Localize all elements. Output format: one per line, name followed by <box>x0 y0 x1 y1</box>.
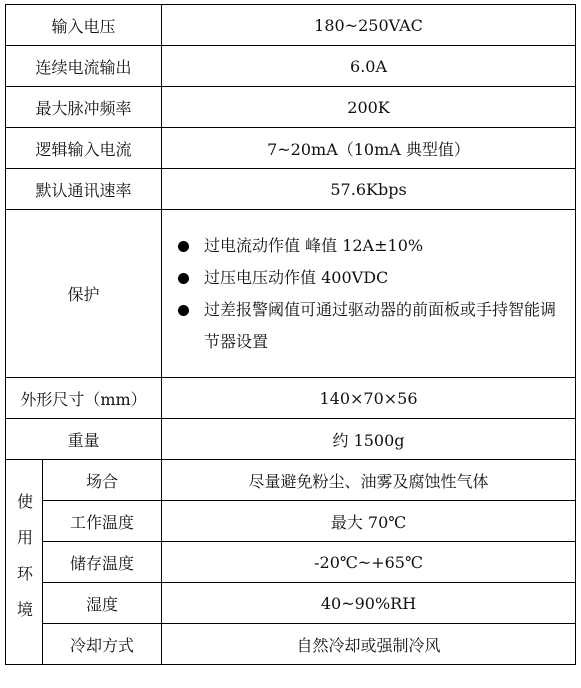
table-row <box>6 419 576 460</box>
table-row <box>6 378 576 419</box>
table-row <box>6 5 576 46</box>
list-item <box>176 294 567 358</box>
row-label: 湿度 <box>43 583 162 624</box>
row-label: 重量 <box>6 419 162 460</box>
row-value: 尽量避免粉尘、油雾及腐蚀性气体 <box>162 460 576 501</box>
bullet-icon <box>178 273 189 284</box>
spec-table <box>5 4 576 665</box>
table-row <box>6 46 576 87</box>
protection-item-text: 过电流动作值 峰值 12A±10% <box>204 235 424 255</box>
row-value: 57.6Kbps <box>162 169 576 210</box>
row-value: -20℃~+65℃ <box>162 542 576 583</box>
table-row <box>6 87 576 128</box>
row-label: 外形尺寸（mm） <box>6 378 162 419</box>
row-label: 场合 <box>43 460 162 501</box>
row-label: 最大脉冲频率 <box>6 87 162 128</box>
list-item <box>176 230 567 262</box>
table-row <box>6 169 576 210</box>
table-row <box>6 624 576 665</box>
protection-item-text: 过压电压动作值 400VDC <box>204 267 389 287</box>
environment-label: 使用环境 <box>6 460 43 665</box>
row-value: 180~250VAC <box>162 5 576 46</box>
row-label: 输入电压 <box>6 5 162 46</box>
list-item <box>176 262 567 294</box>
protection-item-text: 过差报警阈值可通过驱动器的前面板或手持智能调节器设置 <box>204 299 557 351</box>
table-row <box>6 128 576 169</box>
protection-label: 保护 <box>6 210 162 378</box>
protection-row <box>6 210 576 378</box>
row-value: 7~20mA（10mA 典型值） <box>162 128 576 169</box>
table-row <box>6 542 576 583</box>
row-value: 6.0A <box>162 46 576 87</box>
row-label: 冷却方式 <box>43 624 162 665</box>
row-value: 40~90%RH <box>162 583 576 624</box>
row-label: 连续电流输出 <box>6 46 162 87</box>
table-row <box>6 501 576 542</box>
row-value: 约 1500g <box>162 419 576 460</box>
bullet-icon <box>178 241 189 252</box>
row-value: 最大 70℃ <box>162 501 576 542</box>
table-row <box>6 583 576 624</box>
row-label: 工作温度 <box>43 501 162 542</box>
table-row <box>6 460 576 501</box>
row-label: 默认通讯速率 <box>6 169 162 210</box>
row-value: 自然冷却或强制冷风 <box>162 624 576 665</box>
protection-values <box>162 210 576 378</box>
row-label: 储存温度 <box>43 542 162 583</box>
row-value: 140×70×56 <box>162 378 576 419</box>
protection-list <box>176 230 567 358</box>
row-value: 200K <box>162 87 576 128</box>
row-label: 逻辑输入电流 <box>6 128 162 169</box>
bullet-icon <box>178 305 189 316</box>
